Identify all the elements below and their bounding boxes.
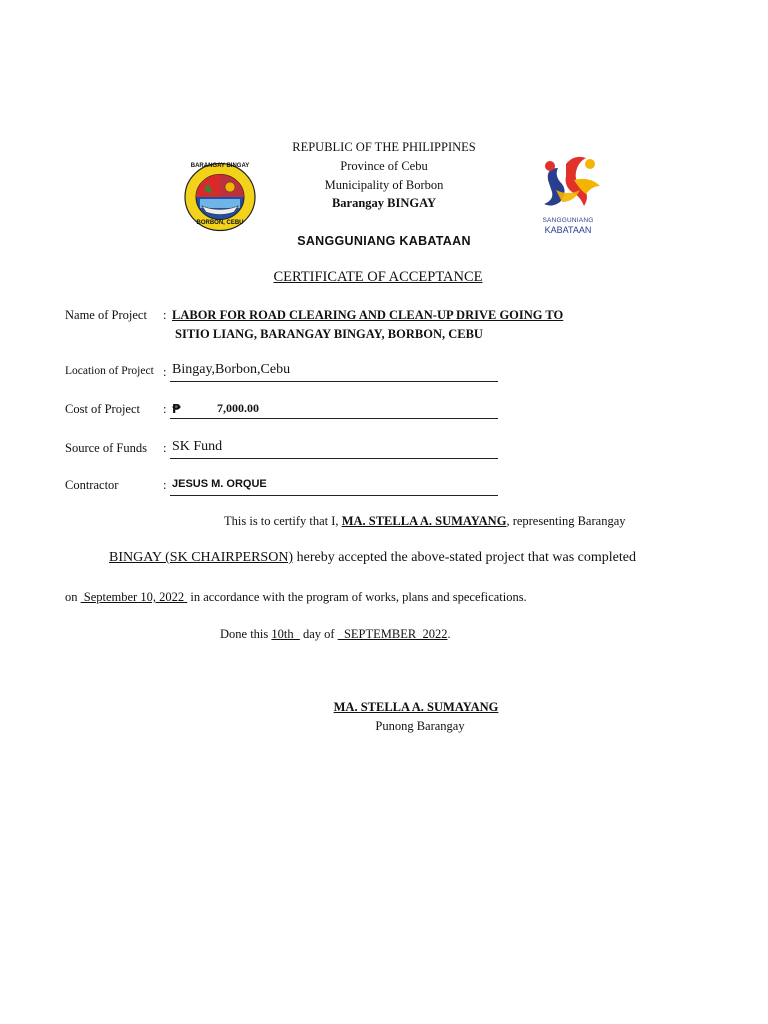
cost-value: 7,000.00 xyxy=(217,401,259,415)
contractor-value: JESUS M. ORQUE xyxy=(172,478,267,490)
header-council: SANGGUNIANG KABATAAN xyxy=(297,234,471,248)
colon: : xyxy=(163,365,167,379)
done-prefix: Done this xyxy=(220,627,272,641)
project-name-line2: SITIO LIANG, BARANGAY BINGAY, BORBON, CEBU xyxy=(175,327,483,341)
completion-line xyxy=(65,590,527,605)
contractor-label: Contractor xyxy=(65,478,119,492)
sk-logo-text-1: SANGGUNIANG xyxy=(542,217,594,224)
barangay-seal-icon xyxy=(184,162,256,232)
contractor-field xyxy=(170,476,498,496)
sk-logo-icon xyxy=(528,150,608,238)
peso-sign: ₱ xyxy=(172,401,181,416)
done-month: SEPTEMBER 2022 xyxy=(337,627,448,641)
acceptance-line xyxy=(109,550,636,566)
seal-top-text: BARANGAY BINGAY xyxy=(190,163,250,169)
cost-field xyxy=(170,400,498,419)
location-label: Location of Project xyxy=(65,365,154,377)
header-province: Province of Cebu xyxy=(340,159,428,173)
done-day: 10th xyxy=(271,627,300,641)
barangay-role: BINGAY (SK CHAIRPERSON) xyxy=(109,550,294,565)
document-title: CERTIFICATE OF ACCEPTANCE xyxy=(273,269,483,285)
cost-label: Cost of Project xyxy=(65,402,140,416)
seal-bottom-text: BORBON, CEBU xyxy=(196,220,244,226)
completion-rest: in accordance with the program of works, plans and specefications. xyxy=(187,590,527,604)
funds-label: Source of Funds xyxy=(65,441,147,455)
project-name-label: Name of Project xyxy=(65,308,147,322)
certify-prefix: This is to certify that I, xyxy=(224,514,342,528)
done-line xyxy=(220,627,451,642)
done-mid: day of xyxy=(299,627,338,641)
location-field xyxy=(170,362,498,382)
header-republic: REPUBLIC OF THE PHILIPPINES xyxy=(292,140,476,154)
colon: : xyxy=(163,402,167,416)
completion-on: on xyxy=(65,590,81,604)
sk-logo-text-2: KABATAAN xyxy=(544,225,592,235)
acceptance-text: hereby accepted the above-stated project that was completed xyxy=(293,550,636,565)
header-barangay: Barangay BINGAY xyxy=(331,196,437,210)
done-end: . xyxy=(447,627,451,641)
certifier-name: MA. STELLA A. SUMAYANG xyxy=(341,514,507,528)
project-name-line1: LABOR FOR ROAD CLEARING AND CLEAN-UP DRIVE GOING TO xyxy=(172,308,564,322)
certify-suffix: , representing Barangay xyxy=(506,514,626,528)
colon: : xyxy=(163,478,167,492)
colon: : xyxy=(163,308,167,322)
header-municipality: Municipality of Borbon xyxy=(324,178,444,192)
certify-line xyxy=(224,514,626,529)
location-value: Bingay,Borbon,Cebu xyxy=(172,362,291,377)
completion-date: September 10, 2022 xyxy=(80,590,188,604)
funds-value: SK Fund xyxy=(172,439,223,454)
colon: : xyxy=(163,441,167,455)
funds-field xyxy=(170,439,498,459)
signatory-position: Punong Barangay xyxy=(375,719,465,733)
signatory-name: MA. STELLA A. SUMAYANG xyxy=(333,700,499,714)
